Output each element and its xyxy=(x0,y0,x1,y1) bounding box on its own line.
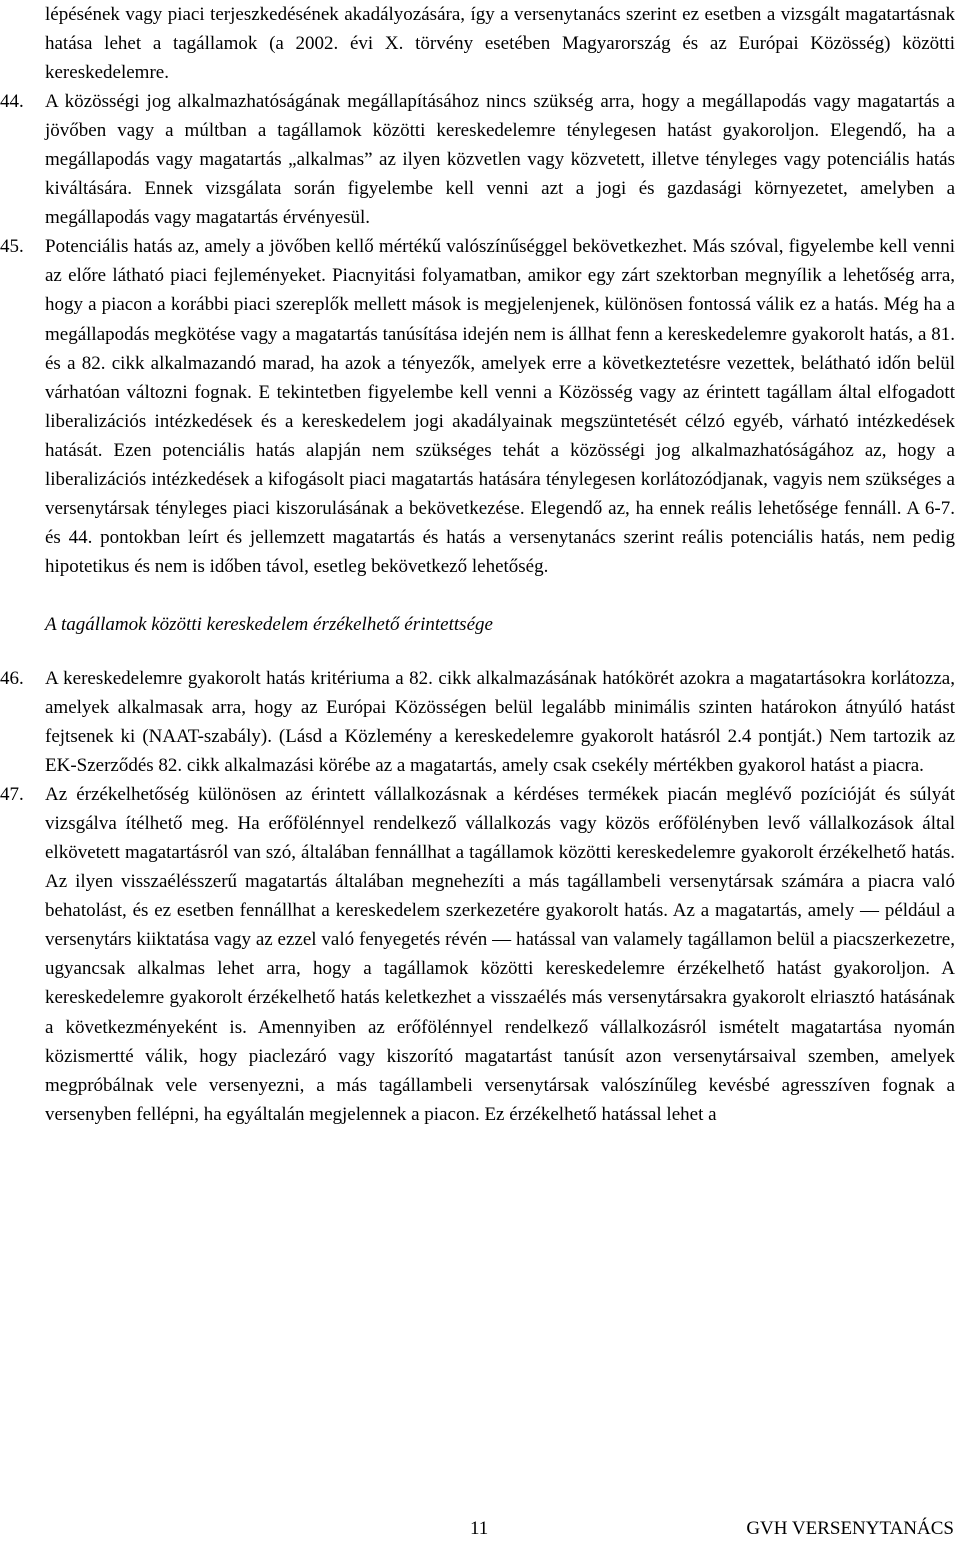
page-number: 11 xyxy=(470,1518,489,1539)
paragraph-text: Potenciális hatás az, amely a jövőben kellő mértékű valószínűséggel bekövetkezhet. Más szóval, figyelembe kell venni az előre látható piaci fejleményeket. Piacnyitási folyamatban, amikor egy zárt szektorban megnyílik a lehetőség arra, hogy a piacon a korábbi piaci szereplők mellett mások is megjelenjenek, különösen fontossá válik ez a hatás. Még ha a megállapodás megkötése vagy a magatartás tanúsítása idején nem is állhat fenn a kereskedelemre gyakorolt hatás, a 81. és a 82. cikk alkalmazandó marad, ha azok a tényezők, amelyek erre a következtetésre vezettek, belátható időn belül várhatóan változni fognak. E tekintetben figyelembe kell venni a Közösség vagy az érintett tagállam által elfogadott liberalizációs intézkedések és a kereskedelem jogi akadályainak megszüntetését célzó egyéb, várható intézkedések hatását. Ezen potenciális hatás alapján nem szükséges tehát a közösségi jog alkalmazhatóságához az, hogy a liberalizációs intézkedések a kifogásolt piaci magatartás hatására ténylegesen korlátozódjanak, vagyis nem szükséges a versenytársak tényleges piaci kiszorulásának a bekövetkezése. Elegendő az, ha ennek reális lehetősége fennáll. A 6-7. és 44. pontokban leírt és jellemzett magatartás és hatás a versenytanács szerint reális potenciális hatás, nem pedig hipotetikus és nem is időben távol, esetleg bekövetkező lehetőség. xyxy=(45,236,955,577)
paragraph-47: 47. Az érzékelhetőség különösen az érintett vállalkozásnak a kérdéses termékek piacán meglévő pozícióját és súlyát vizsgálva ítélhető meg. Ha erőfölénnyel rendelkező vállalkozás vagy közös erőfölényben levő vállalkozások által elkövetett magatartásról van szó, általában fennállhat a tagállamok közötti kereskedelemre gyakorolt érzékelhető hatás. Az ilyen visszaélésszerű magatartás általában megnehezíti a más tagállambeli versenytársak számára a piacra való behatolást, és ez esetben fennállhat a kereskedelem szerkezetére gyakorolt hatás. Az a magatartás, amely — például a versenytárs kiiktatása vagy az ezzel való fenyegetés révén — hatással van valamely tagállamon belül a piacszerkezetre, ugyancsak alkalmas lehet arra, hogy a tagállamok közötti kereskedelemre érzékelhető hatást gyakoroljon. A kereskedelemre gyakorolt érzékelhető hatás keletkezhet a visszaélés más versenytársakra gyakorolt elriasztó hatásának a következményeként is. Amennyiben az erőfölénnyel rendelkező vállalkozásról ismételt magatartása nyomán közismertté válik, hogy piaclezáró vagy kiszorító magatartást tanúsít azon versenytársaival szemben, amelyek megpróbálnak vele versenyezni, a más tagállambeli versenytársak valószínűleg kevésbé agresszíven fognak a versenyben fellépni, ha egyáltalán megjelennek a piacon. Ez érzékelhető hatással lehet a xyxy=(0,784,955,1125)
paragraph-text: A kereskedelemre gyakorolt hatás kritériuma a 82. cikk alkalmazásának hatókörét azokra a magatartásokra korlátozza, amelyek alkalmasak arra, hogy az Európai Közösségen belül legalább minimális szinten határokon átnyúló hatást fejtsenek ki (NAAT-szabály). (Lásd a Közlemény a kereskedelemre gyakorolt hatásról 2.4 pontját.) Nem tartozik az EK-Szerződés 82. cikk alkalmazási körébe az a magatartás, amely csak csekély mértékben gyakorol hatást a piacra. xyxy=(45,667,955,777)
paragraph-text: Az érzékelhetőség különösen az érintett vállalkozásnak a kérdéses termékek piacán meglévő pozícióját és súlyát vizsgálva ítélhető meg. Ha erőfölénnyel rendelkező vállalkozás vagy közös erőfölényben levő vállalkozások által elkövetett magatartásról van szó, általában fennállhat a tagállamok közötti kereskedelemre gyakorolt érzékelhető hatás. Az ilyen visszaélésszerű magatartás általában megnehezíti a más tagállambeli versenytársak számára a piacra való behatolást, és ez esetben fennállhat a kereskedelem szerkezetére gyakorolt hatás. Az a magatartás, amely — például a versenytárs kiiktatása vagy az ezzel való fenyegetés révén — hatással van valamely tagállamon belül a piacszerkezetre, ugyancsak alkalmas lehet arra, hogy a tagállamok közötti kereskedelemre érzékelhető hatást gyakoroljon. A kereskedelemre gyakorolt érzékelhető hatás keletkezhet a visszaélés más versenytársakra gyakorolt elriasztó hatásának a következményeként is. Amennyiben az erőfölénnyel rendelkező vállalkozásról ismételt magatartása nyomán közismertté válik, hogy piaclezáró vagy kiszorító magatartást tanúsít azon versenytársaival szemben, amelyek megpróbálnak vele versenyezni, a más tagállambeli versenytársak valószínűleg kevésbé agresszíven fognak a versenyben fellépni, ha egyáltalán megjelennek a piacon. Ez érzékelhető hatással lehet a xyxy=(45,784,955,1125)
section-heading: A tagállamok közötti kereskedelem érzékelhető érintettsége xyxy=(45,613,493,635)
paragraph-45: 45. Potenciális hatás az, amely a jövőben kellő mértékű valószínűséggel bekövetkezhet. Más szóval, figyelembe kell venni az előre látható piaci fejleményeket. Piacnyitási folyamatban, amikor egy zárt szektorban megnyílik a lehetőség arra, hogy a piacon a korábbi piaci szereplők mellett mások is megjelenjenek, különösen fontossá válik ez a hatás. Még ha a megállapodás megkötése vagy a magatartás tanúsítása idején nem is állhat fenn a kereskedelemre gyakorolt hatás, a 81. és a 82. cikk alkalmazandó marad, ha azok a tényezők, amelyek erre a következtetésre vezettek, belátható időn belül várhatóan változni fognak. E tekintetben figyelembe kell venni a Közösség vagy az érintett tagállam által elfogadott liberalizációs intézkedések és a kereskedelem jogi akadályainak megszüntetését célzó egyéb, várható intézkedések hatását. Ezen potenciális hatás alapján nem szükséges tehát a közösségi jog alkalmazhatóságához az, hogy a liberalizációs intézkedések a kifogásolt piaci magatartás hatására ténylegesen korlátozódjanak, vagyis nem szükséges a versenytársak tényleges piaci kiszorulásának a bekövetkezése. Elegendő az, ha ennek reális lehetősége fennáll. A 6-7. és 44. pontokban leírt és jellemzett magatartás és hatás a versenytanács szerint reális potenciális hatás, nem pedig hipotetikus és nem is időben távol, esetleg bekövetkező lehetőség. xyxy=(0,236,955,577)
page-footer xyxy=(0,1514,960,1543)
footer-organization: GVH VERSENYTANÁCS xyxy=(746,1518,954,1539)
continuation-paragraph: lépésének vagy piaci terjeszkedésének akadályozására, így a versenytanács szerint ez esetben a vizsgált magatartásnak hatása lehet a tagállamok (a 2002. évi X. törvény esetében Magyarország és az Európai Közösség) közötti kereskedelemre. xyxy=(45,4,955,84)
paragraph-44: 44. A közösségi jog alkalmazhatóságának megállapításához nincs szükség arra, hogy a megállapodás vagy magatartás a jövőben vagy a múltban a tagállamok közötti kereskedelemre ténylegesen hatást gyakoroljon. Elegendő, ha a megállapodás vagy magatartás „alkalmas” az ilyen közvetlen vagy közvetett, illetve tényleges vagy potenciális hatás kiváltására. Ennek vizsgálata során figyelembe kell venni azt a jogi és gazdasági környezetet, amelyben a megállapodás vagy magatartás érvényesül. xyxy=(0,91,955,229)
paragraph-46: 46. A kereskedelemre gyakorolt hatás kritériuma a 82. cikk alkalmazásának hatókörét azokra a magatartásokra korlátozza, amelyek alkalmasak arra, hogy az Európai Közösségen belül legalább minimális szinten határokon átnyúló hatást fejtsenek ki (NAAT-szabály). (Lásd a Közlemény a kereskedelemre gyakorolt hatásról 2.4 pontját.) Nem tartozik az EK-Szerződés 82. cikk alkalmazási körébe az a magatartás, amely csak csekély mértékben gyakorol hatást a piacra. xyxy=(0,667,955,777)
paragraph-text: A közösségi jog alkalmazhatóságának megállapításához nincs szükség arra, hogy a megállapodás vagy magatartás a jövőben vagy a múltban a tagállamok közötti kereskedelemre ténylegesen hatást gyakoroljon. Elegendő, ha a megállapodás vagy magatartás „alkalmas” az ilyen közvetlen vagy közvetett, illetve tényleges vagy potenciális hatás kiváltására. Ennek vizsgálata során figyelembe kell venni azt a jogi és gazdasági környezetet, amelyben a megállapodás vagy magatartás érvényesül. xyxy=(45,91,955,229)
